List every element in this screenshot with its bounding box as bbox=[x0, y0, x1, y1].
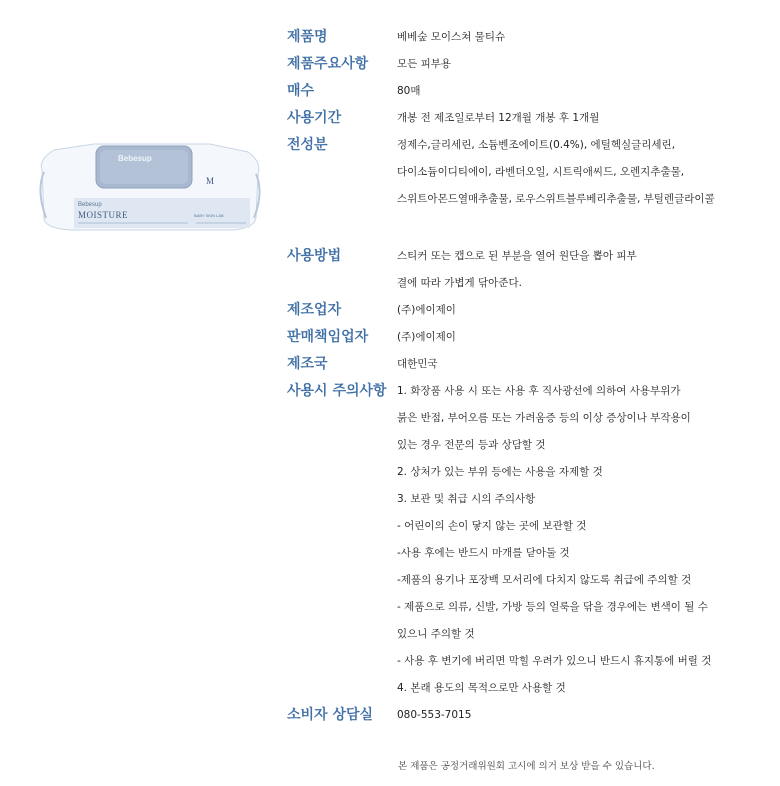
info-value-line: -사용 후에는 반드시 마개를 닫아둘 것 bbox=[397, 547, 570, 559]
info-value-line: 1. 화장품 사용 시 또는 사용 후 직사광선에 의하여 사용부위가 bbox=[397, 385, 681, 397]
info-value-line: - 제품으로 의류, 신발, 가방 등의 얼룩을 닦을 경우에는 변색이 될 수 bbox=[397, 601, 708, 613]
info-value-line: 붉은 반점, 부어오름 또는 가려움증 등의 이상 증상이나 부작용이 bbox=[397, 412, 691, 424]
info-value-line: 스티커 또는 캡으로 된 부분을 열어 원단을 뽑아 피부 bbox=[397, 250, 637, 262]
info-value-line: 있는 경우 전문의 등과 상담할 것 bbox=[397, 439, 546, 451]
product-image bbox=[34, 140, 264, 236]
info-value-line: -제품의 용기나 포장백 모서리에 다치지 않도록 취급에 주의할 것 bbox=[397, 574, 692, 586]
info-value-line: 베베숲 모이스쳐 물티슈 bbox=[397, 31, 506, 43]
info-row bbox=[287, 702, 757, 729]
info-label: 제조국 bbox=[287, 356, 328, 372]
info-values bbox=[397, 24, 757, 51]
info-values bbox=[397, 132, 757, 213]
info-label: 제조업자 bbox=[287, 302, 342, 318]
info-label: 판매책임업자 bbox=[287, 329, 369, 345]
info-value-line: 3. 보관 및 취급 시의 주의사항 bbox=[397, 493, 536, 505]
row-spacer bbox=[287, 213, 757, 243]
info-value-line: 결에 따라 가볍게 닦아준다. bbox=[397, 277, 522, 289]
info-row bbox=[287, 51, 757, 78]
info-value-line: 4. 본래 용도의 목적으로만 사용할 것 bbox=[397, 682, 566, 694]
info-label: 전성분 bbox=[287, 137, 328, 153]
info-value-line: 정제수,글리세린, 소듐벤조에이트(0.4%), 에틸헥실글리세린, bbox=[397, 139, 676, 151]
info-label: 소비자 상담실 bbox=[287, 707, 374, 723]
brand-text: Bebesup bbox=[78, 202, 102, 208]
info-row bbox=[287, 378, 757, 702]
info-values bbox=[397, 324, 757, 351]
info-value-line: 다이소듐이디티에이, 라벤더오일, 시트릭애씨드, 오렌지추출물, bbox=[397, 166, 685, 178]
info-row bbox=[287, 351, 757, 378]
info-label: 제품명 bbox=[287, 29, 328, 45]
line-text: MOISTURE bbox=[78, 210, 129, 220]
info-value-line: 대한민국 bbox=[397, 358, 438, 370]
lid-brand-text: Bebesup bbox=[118, 154, 152, 163]
info-values bbox=[397, 51, 757, 78]
info-value-line: 80매 bbox=[397, 85, 421, 97]
info-row bbox=[287, 243, 757, 297]
info-row bbox=[287, 24, 757, 51]
info-row bbox=[287, 132, 757, 213]
info-value-line: (주)에이제이 bbox=[397, 304, 456, 316]
info-values bbox=[397, 105, 757, 132]
info-value-line: 있으니 주의할 것 bbox=[397, 628, 475, 640]
info-values bbox=[397, 702, 757, 729]
info-label: 사용방법 bbox=[287, 248, 342, 264]
info-label: 매수 bbox=[287, 83, 315, 99]
info-value-line: 2. 상처가 있는 부위 등에는 사용을 자제할 것 bbox=[397, 466, 603, 478]
info-value-line: 스위트아몬드열매추출물, 로우스위트블루베리추출물, 부틸렌글라이콜 bbox=[397, 193, 715, 205]
info-row bbox=[287, 78, 757, 105]
info-row bbox=[287, 105, 757, 132]
info-value-line: 모든 피부용 bbox=[397, 58, 452, 70]
info-values bbox=[397, 78, 757, 105]
info-values bbox=[397, 297, 757, 324]
product-info-table bbox=[287, 24, 757, 729]
info-value-line: - 사용 후 변기에 버리면 막힐 우려가 있으니 반드시 휴지통에 버릴 것 bbox=[397, 655, 712, 667]
size-mark: M bbox=[206, 176, 215, 186]
info-label: 사용시 주의사항 bbox=[287, 383, 387, 399]
info-row bbox=[287, 297, 757, 324]
info-value-line: 080-553-7015 bbox=[397, 709, 472, 721]
info-values bbox=[397, 378, 757, 702]
info-label: 사용기간 bbox=[287, 110, 342, 126]
info-value-line: (주)에이제이 bbox=[397, 331, 456, 343]
info-value-line: 개봉 전 제조일로부터 12개월 개봉 후 1개월 bbox=[397, 112, 600, 124]
info-values bbox=[397, 351, 757, 378]
info-values bbox=[397, 243, 757, 297]
info-value-line: - 어린이의 손이 닿지 않는 곳에 보관할 것 bbox=[397, 520, 587, 532]
info-row bbox=[287, 324, 757, 351]
info-label: 제품주요사항 bbox=[287, 56, 369, 72]
sub-label-text: BABY SKIN LAB bbox=[194, 213, 224, 218]
footnote: 본 제품은 공정거래위원회 고시에 의거 보상 받을 수 있습니다. bbox=[398, 761, 655, 772]
